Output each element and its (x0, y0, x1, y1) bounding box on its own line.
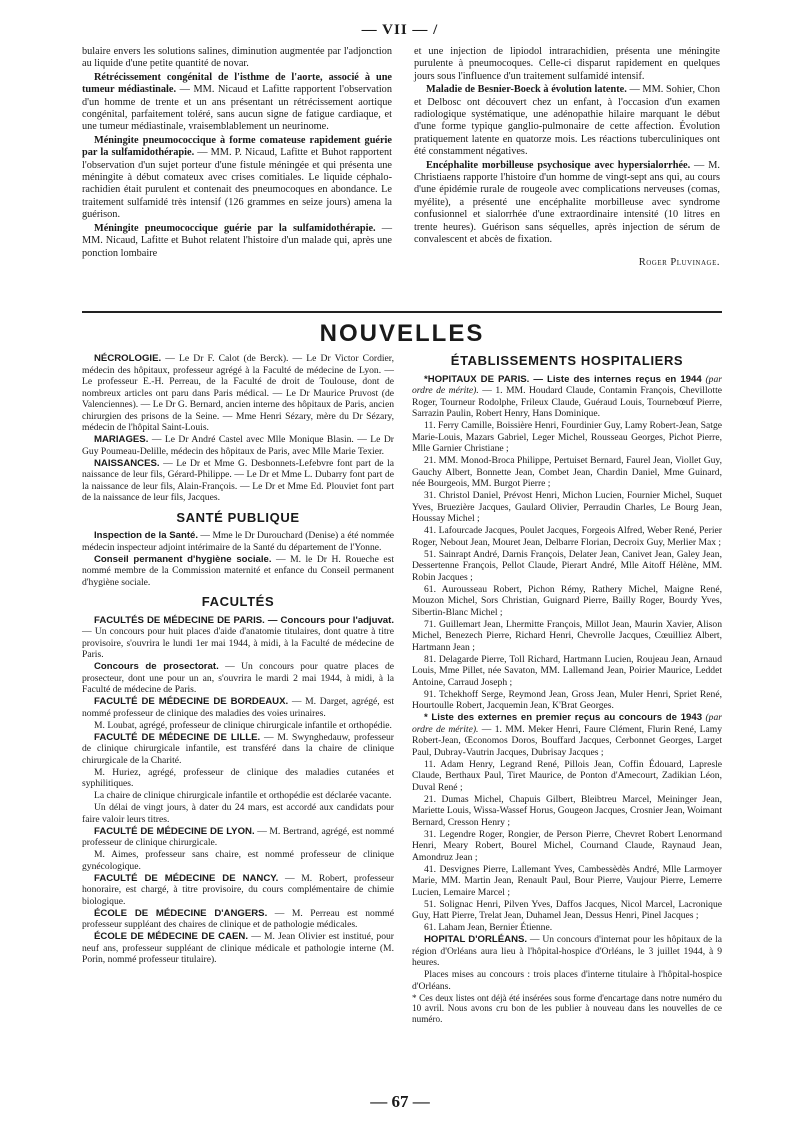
item-text: — Un concours d'internat pour les hôpitaux de la région d'Orléans aura lieu à l'hôpital-hospice d'Orléans, le 3 juillet 1944, à 9 heures. (412, 934, 722, 968)
news-item (82, 615, 394, 661)
item-heading: FACULTÉ DE MÉDECINE DE BORDEAUX. (94, 696, 289, 707)
list-item: 11. Ferry Camille, Boissière Henri, Fourdinier Guy, Lamy Robert-Jean, Satge Marie-Louis, Mazars Gabriel, Leger Michel, Rousseau Georges, Pichot Pierre, Mlle Garnier Christiane ; (412, 420, 722, 454)
list-item: 21. Dumas Michel, Chapuis Gilbert, Bleibtreu Marcel, Meininger Jean, Mariette Louis, Wissa-Wassef Horus, Gougeon Jacques, Crosnier Jean, Woimant Bernard, Cresson Henry ; (412, 793, 722, 828)
item-text: — M. Perreau est nommé professeur suppléant des chaires de clinique et de pathologie médicales. (82, 907, 395, 930)
news-item: M. Aimes, professeur sans chaire, est nommé professeur de clinique gynécologique. (82, 849, 394, 872)
paragraph: et une injection de lipiodol intrarachidien, présenta une méningite purulente à pneumocoques. Celle-ci disparut rapidement en quelques jours sous l'influence d'un traitement sulfamidé intensif. (414, 46, 720, 82)
list-item: 31. Legendre Roger, Rongier, de Person Pierre, Chevret Robert Lenormand Henri, Meary Robert, Bourel Michel, Cournand Claude, Raynaud Jean, Amondruz Jean ; (412, 828, 722, 863)
list-item: 11. Adam Henry, Legrand René, Pillois Jean, Coffin Édouard, Lapresle Claude, Berthaux Paul, Tiret Maurice, de Ponton d'Amecourt, Zadikian Léon, Duval René ; (412, 758, 722, 793)
item-heading: MARIAGES. (94, 434, 149, 445)
paragraph-text: — MM. Nicaud et Lafitte rapportent l'observation d'un homme de trente et un ans présentant un rétrécissement aortique congénital, parfaitement toléré, sans aucun signe de fatigue cardiaque, et une tumeur médiastinale, vraisemblablement un neurinome. (82, 84, 392, 133)
footnote: * Ces deux listes ont déjà été insérées sous forme d'encartage dans notre numéro du 10 avril. Nous avons cru bon de les publier à nouveau dans les nouvelles de ce numéro. (412, 992, 722, 1024)
list-item: 41. Lafourcade Jacques, Poulet Jacques, Forgeois Alfred, Weber René, Perier Roger, Nebout Jean, Mouret Jean, Delbarre Florian, Decroix Guy, Merlier Max ; (412, 525, 722, 548)
list-item: 41. Desvignes Pierre, Lallemant Yves, Cambessèdès André, Mlle Larmoyer Marie, MM. Martin Jean, Renault Paul, Bour Pierre, Vaujour Pierre, Lemerre Lucien, Lemaire Marcel ; (412, 863, 722, 898)
paragraph (82, 135, 392, 222)
item-heading: NÉCROLOGIE. (94, 353, 162, 364)
paragraph (82, 223, 392, 260)
item-subheading: (par ordre de mérite). (412, 712, 723, 735)
page-title: NOUVELLES (319, 320, 485, 347)
item-text: — Mme le Dr Durouchard (Denise) a été nommée médecin inspecteur adjoint intérimaire de la Santé du département de l'Yonne. (82, 530, 394, 553)
list-item: 61. Aurousseau Robert, Pichon Rémy, Rathery Michel, Maigne René, Mouzon Michel, Sors Christian, Guignard Pierre, Bailly Roger, Bourdy Yves, Sibertin-Blanc Michel ; (412, 583, 722, 618)
news-item: M. Loubat, agrégé, professeur de clinique chirurgicale infantile et orthopédie. (94, 719, 392, 731)
section-title-facultes: FACULTÉS (201, 594, 275, 609)
paragraph-text: — MM. P. Nicaud, Lafitte et Buhot rapportent l'observation d'un sujet porteur d'une fistule méningée et qui présenta une méningite à début comateux avec crises comitiales. Le liquide céphalo-rachidien était purulent et contenait des pneumocoques en abondance. Le traitement sulfamidé très intensif (126 grammes en seize jours) amena la guérison. (82, 147, 392, 221)
news-item (82, 434, 394, 457)
list-item: 81. Delagarde Pierre, Toll Richard, Hartmann Lucien, Roujeau Jean, Arnaud Louis, Mme Pillet, née Savaton, MM. Lallemand Jean, Poirier Maurice, Leddet Antoine, Carraud Joseph ; (412, 653, 722, 688)
item-heading: ÉCOLE DE MÉDECINE DE CAEN. (94, 931, 249, 942)
paragraph: bulaire envers les solutions salines, diminution augmentée par l'adjonction au liquide d'une petite quantité de novar. (82, 46, 392, 70)
news-item: Un délai de vingt jours, à dater du 24 mars, est accordé aux candidats pour faire valoir leurs titres. (82, 802, 394, 825)
news-item (82, 931, 394, 966)
list-item: 71. Guillemart Jean, Lhermitte François, Millot Jean, Maurin Xavier, Alison Michel, Benezech Pierre, Richard Henri, Chevrolle Jacques, Cœuilliez Albert, Hartmann Jean ; (412, 618, 722, 653)
news-item (82, 873, 394, 908)
item-text: — Le Dr F. Calot (de Berck). — Le Dr Victor Cordier, médecin des hôpitaux, professeur agrégé à la Faculté de médecine de Lyon. — Le professeur E.-H. Perreau, de la Faculté de droit de Toulouse, dont de nombreux articles ont paru dans Paris médical. — Le Dr Maurice Pruvost (de Valenciennes). — Le Dr G. Bernard, ancien interne des hôpitaux de Paris, ancien chirurgien des prisons de la Seine. — Mme Henri Sézary, mère du Dr Sézary, médecin de l'hôpital Saint-Louis. (82, 353, 394, 433)
item-heading: Conseil permanent d'hygiène sociale. (94, 553, 272, 565)
item-heading: ÉCOLE DE MÉDECINE D'ANGERS. (94, 907, 268, 919)
item-heading: NAISSANCES. (94, 457, 160, 469)
item-text: — M. Darget, agrégé, est nommé professeur de clinique des maladies des voies urinaires. (82, 696, 394, 719)
paragraph-heading: Encéphalite morbilleuse psychosique avec hypersialorrhée. (426, 159, 691, 171)
page-number: — 67 — (370, 1092, 430, 1111)
news-item (82, 353, 394, 434)
news-left-column (82, 353, 394, 966)
item-heading: * Liste des externes en premier reçus au concours de 1943 (424, 712, 703, 723)
top-right-column (414, 46, 720, 270)
paragraph-heading: Méningite pneumococcique à forme comateuse rapidement guérie par la sulfamidothérapie. (82, 134, 392, 159)
item-text: — M. Jean Olivier est institué, pour neuf ans, professeur suppléant de clinique médicale et pathologie interne (M. Porin, nommé professeur titulaire). (82, 931, 395, 965)
item-heading: *HOPITAUX DE PARIS. — Liste des internes reçus en 1944 (424, 373, 702, 385)
news-item (82, 732, 394, 767)
news-item (82, 554, 394, 589)
section-title-sante: SANTÉ PUBLIQUE (176, 509, 300, 525)
news-item: Places mises au concours : trois places d'interne titulaire à l'hôpital-hospice d'Orléans. (412, 969, 722, 992)
list-item: 51. Sainrapt André, Darnis François, Delater Jean, Canivet Jean, Galey Jean, Dessertenne François, Pellot Claude, Pierart André, Mlle Aitoff Hélène, MM. Robin Jacques ; (412, 548, 722, 583)
paragraph-heading: Maladie de Besnier-Boeck à évolution latente. (426, 84, 627, 96)
news-item (82, 661, 394, 696)
list-item: 51. Solignac Henri, Pilven Yves, Daffos Jacques, Nicol Marcel, Lacronique Guy, Hatt Pierre, Trelat Jean, Duhamel Jean, Dessus Henri, Pinel Jacques ; (412, 898, 722, 921)
paragraph (414, 160, 720, 247)
page-header: — VII — / (361, 22, 439, 38)
item-heading: HOPITAL D'ORLÉANS. (424, 934, 528, 945)
item-text: — 1. MM. Houdard Claude, Contamin François, Chevillotte Roger, Tourneur Rodolphe, Frileux Claude, Guéraud Louis, Tournebœuf Pierre, Sarrazin Paulin, Robert Henry, Hans Dominique. (412, 385, 722, 419)
paragraph-text: — M. Christiaens rapporte l'histoire d'un homme de vingt-sept ans qui, au cours d'une épidémie rurale de rougeole avec complications nerveuses (comas, myélite), a présenté une encéphalite morbilleuse avec syndrome confusionnel et sialorrhée d'une extraordinaire intensité (10 litres en trente heures). Guérison sans séquelles, après injection de sérum de convalescent et abcès de fixation. (414, 159, 720, 246)
item-heading: Inspection de la Santé. (94, 530, 199, 541)
list-item: 91. Tchekhoff Serge, Reymond Jean, Gross Jean, Muler Henri, Spriet René, Hourtoulle Robert, Jacquemin Jean, K'Brat Georges. (412, 688, 722, 711)
news-item: La chaire de clinique chirurgicale infantile et orthopédie est déclarée vacante. (94, 790, 392, 801)
news-item (82, 696, 394, 719)
item-text: — Un concours pour quatre places de prosecteur, dont une pour un an, s'ouvrira le mardi 2 mai 1944, à midi, à la Faculté de médecine de Paris. (82, 661, 394, 695)
paragraph-heading: Méningite pneumococcique guérie par la sulfamidothérapie. (94, 222, 376, 234)
paragraph-heading: Rétrécissement congénital de l'isthme de l'aorte, associé à une tumeur médiastinale. (82, 71, 392, 96)
item-subheading: (par ordre de mérite). (412, 373, 722, 396)
item-text: — Le Dr André Castel avec Mlle Monique Blasin. — Le Dr Guy Poumeau-Delille, médecin des hôpitaux de Paris, avec Mlle Marie Texier. (82, 434, 394, 457)
item-heading: FACULTÉS DE MÉDECINE DE PARIS. — Concours pour l'adjuvat. (94, 614, 394, 626)
item-heading: FACULTÉ DE MÉDECINE DE LYON. (94, 825, 255, 837)
paragraph-text: — MM. Nicaud, Lafitte et Buhot relatent l'histoire d'un malade qui, après une ponction lombaire (82, 222, 392, 259)
item-text: — M. Swynghedauw, professeur de clinique chirurgicale infantile, est transféré dans la chaire de clinique chirurgicale de la Charité. (82, 731, 394, 766)
paragraph (82, 72, 392, 134)
news-item (412, 374, 722, 420)
news-right-column (412, 353, 722, 1025)
news-item (412, 712, 722, 758)
news-item: M. Huriez, agrégé, professeur de clinique des maladies cutanées et syphilitiques. (82, 766, 394, 789)
item-text: — M. le Dr H. Roueche est nommé membre de la Commission maternité et enfance du Conseil permanent d'hygiène sociale. (82, 553, 394, 588)
news-item (82, 826, 394, 849)
list-item: 31. Christol Daniel, Prévost Henri, Michon Lucien, Fournier Michel, Suquet Yves, Bruezière Jacques, Gaulard Olivier, Perraudin Charles, Le Bourg Jean, Houssay Michel ; (412, 490, 722, 524)
item-text: — Un concours pour huit places d'aide d'anatomie titulaires, dont quatre à titre provisoire, s'ouvrira le lundi 1er mai 1944, à midi, à la Faculté de médecine de Paris. (82, 626, 394, 660)
item-heading: Concours de prosectorat. (94, 661, 219, 672)
item-text: — M. Robert, professeur honoraire, est chargé, à titre provisoire, du cours complémentaire de chimie biologique. (82, 872, 394, 907)
news-item (82, 530, 394, 553)
list-item: 61. Laham Jean, Bernier Étienne. (424, 922, 553, 933)
item-heading: FACULTÉ DE MÉDECINE DE NANCY. (94, 872, 279, 884)
news-item (82, 458, 394, 504)
paragraph (414, 84, 720, 158)
item-text: — M. Bertrand, agrégé, est nommé professeur de clinique chirurgicale. (82, 825, 394, 848)
item-heading: FACULTÉ DE MÉDECINE DE LILLE. (94, 731, 261, 743)
author-signature: Roger Pluvinage. (638, 256, 720, 268)
item-text: — Le Dr et Mme G. Desbonnets-Lefebvre font part de la naissance de leur fils, Gérard-Philippe. — Le Dr et Mme L. Dubarry font part de la naissance de leur fils, Alain-François. — Le Dr et Mme Ed. Plouviet font part de la naissance de leur fils, Jacques. (82, 457, 394, 503)
top-left-column (82, 46, 392, 261)
news-item (412, 934, 722, 969)
news-item (82, 908, 394, 931)
list-item: 21. MM. Monod-Broca Philippe, Pertuiset Bernard, Faurel Jean, Viollet Guy, Gauchy Albert, Bonnette Jean, Combet Jean, Chardin Daniel, Mme Guinard, née Bourgeois, MM. Burgot Pierre ; (412, 455, 722, 489)
section-title-etablissements: ÉTABLISSEMENTS HOSPITALIERS (450, 353, 684, 368)
item-text: — 1. MM. Meker Henri, Faure Clément, Flurin René, Lamy Robert-Jean, Œconomos Doros, Bouffard Jacques, Cerbonnet Georges, Larget Paul, Dubray-Vautrin Jacques, Dubrisay Jacques ; (412, 723, 722, 758)
paragraph-text: — MM. Sohier, Chon et Delbosc ont découvert chez un enfant, à l'occasion d'un examen radiologique systématique, une adénopathie hilaire marquant le début d'une forme typique ganglio-pulmonaire de cette affection. Évolution pratiquement latente en quatorze mois. Les réactions tuberculiniques ont été constamment négatives. (414, 84, 720, 158)
section-divider (82, 311, 722, 313)
